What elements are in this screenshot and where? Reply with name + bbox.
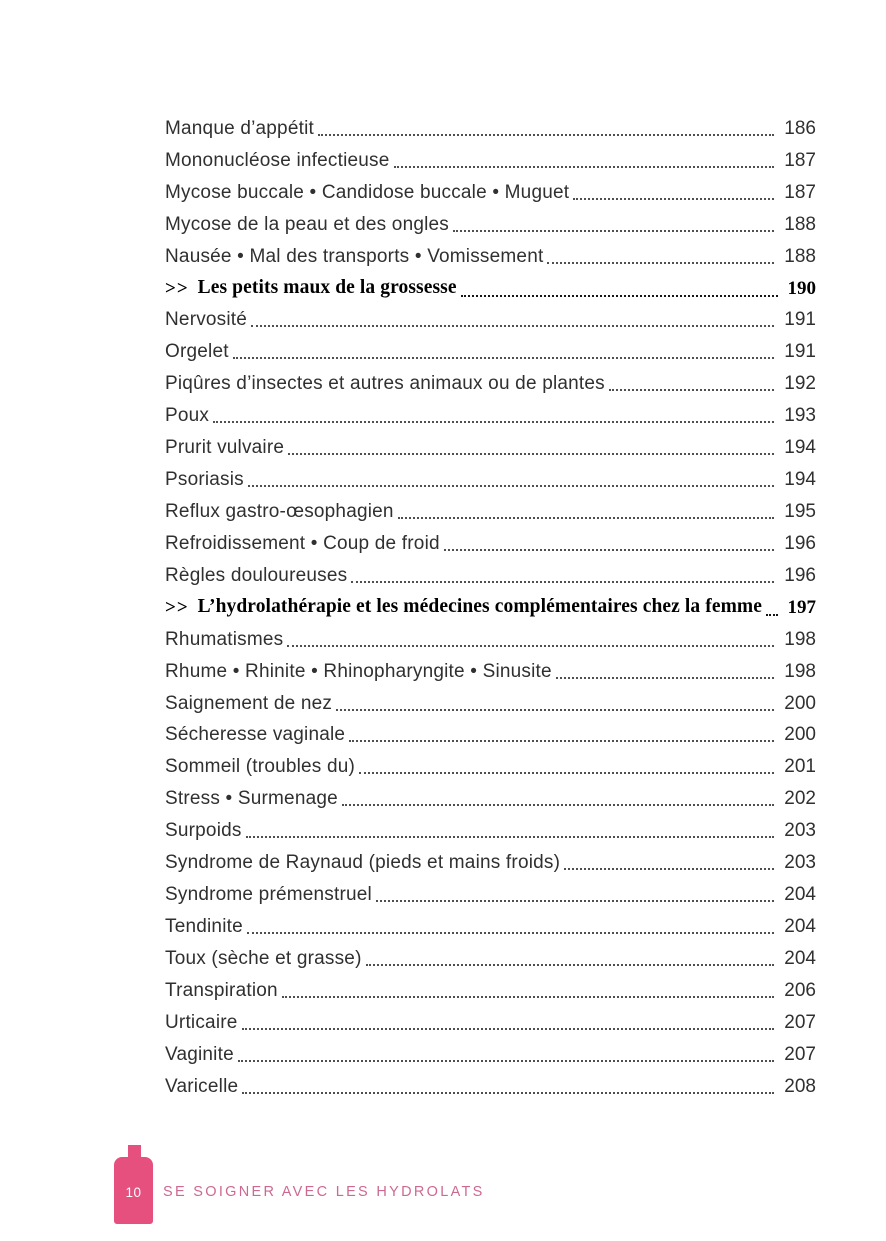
toc-entry-label: Sécheresse vaginale (165, 724, 346, 746)
dotted-leader (366, 964, 774, 966)
toc-entry-label: Orgelet (165, 341, 229, 363)
toc-entry-label: Règles douloureuses (165, 564, 348, 586)
dotted-leader (359, 772, 774, 774)
toc-row (165, 591, 816, 623)
toc-row (165, 527, 816, 559)
dotted-leader (609, 389, 774, 391)
toc-row (165, 782, 816, 814)
toc-entry-label: Surpoids (165, 820, 242, 842)
toc-row (165, 208, 816, 240)
toc-row (165, 687, 816, 719)
toc-entry-label: Vaginite (165, 1043, 234, 1065)
dotted-leader (233, 357, 774, 359)
toc-entry-page: 206 (784, 979, 816, 1001)
toc-row (165, 559, 816, 591)
toc-row (165, 623, 816, 655)
toc-entry-label: Syndrome de Raynaud (pieds et mains froids) (165, 852, 561, 874)
dotted-leader (564, 868, 774, 870)
toc-row (165, 974, 816, 1006)
toc-entry-label: Saignement de nez (165, 692, 333, 714)
dotted-leader (282, 996, 774, 998)
toc-entry-label: Tendinite (165, 915, 243, 937)
toc-entry-page: 191 (784, 309, 816, 331)
toc-entry-page: 203 (784, 820, 816, 842)
toc-row (165, 112, 816, 144)
section-marker: >> (165, 596, 189, 618)
toc-entry-page: 187 (784, 149, 816, 171)
toc-row (165, 846, 816, 878)
toc-entry-page: 196 (784, 564, 816, 586)
toc-row (165, 335, 816, 367)
dotted-leader (242, 1092, 774, 1094)
toc-entry-label: Les petits maux de la grossesse (197, 277, 457, 299)
dotted-leader (288, 453, 774, 455)
dotted-leader (453, 230, 774, 232)
toc-entry-label: Rhume • Rhinite • Rhinopharyngite • Sinusite (165, 660, 552, 682)
toc-row (165, 367, 816, 399)
toc-row (165, 272, 816, 304)
dotted-leader (242, 1028, 774, 1030)
toc-entry-label: Refroidissement • Coup de froid (165, 532, 440, 554)
toc-entry-page: 197 (787, 596, 816, 618)
dotted-leader (213, 421, 774, 423)
toc-entry-page: 194 (784, 469, 816, 491)
toc-entry-label: Piqûres d’insectes et autres animaux ou de plantes (165, 373, 605, 395)
table-of-contents (165, 112, 816, 1102)
toc-entry-label: Psoriasis (165, 469, 244, 491)
toc-entry-label: Poux (165, 405, 210, 427)
toc-entry-page: 191 (784, 341, 816, 363)
dotted-leader (766, 614, 778, 616)
dotted-leader (318, 134, 774, 136)
toc-row (165, 463, 816, 495)
toc-entry-label: L’hydrolathérapie et les médecines complémentaires chez la femme (197, 596, 763, 618)
dotted-leader (247, 932, 774, 934)
toc-entry-page: 198 (784, 628, 816, 650)
toc-entry-page: 190 (787, 277, 816, 299)
toc-entry-page: 207 (784, 1011, 816, 1033)
toc-entry-label: Varicelle (165, 1075, 239, 1097)
toc-row (165, 431, 816, 463)
dotted-leader (351, 581, 774, 583)
toc-entry-label: Nervosité (165, 309, 248, 331)
toc-entry-page: 196 (784, 532, 816, 554)
dotted-leader (246, 836, 774, 838)
dotted-leader (444, 549, 774, 551)
toc-entry-page: 204 (784, 915, 816, 937)
book-title: SE SOIGNER AVEC LES HYDROLATS (163, 1184, 485, 1200)
toc-entry-page: 200 (784, 724, 816, 746)
toc-row (165, 1070, 816, 1102)
toc-row (165, 1038, 816, 1070)
toc-entry-page: 200 (784, 692, 816, 714)
toc-row (165, 495, 816, 527)
dotted-leader (394, 166, 775, 168)
toc-entry-page: 204 (784, 947, 816, 969)
toc-row (165, 750, 816, 782)
toc-entry-page: 207 (784, 1043, 816, 1065)
toc-entry-page: 195 (784, 500, 816, 522)
toc-row (165, 144, 816, 176)
toc-row (165, 399, 816, 431)
dotted-leader (398, 517, 774, 519)
toc-entry-label: Mononucléose infectieuse (165, 149, 390, 171)
page-number: 10 (125, 1185, 142, 1200)
toc-row (165, 655, 816, 687)
toc-entry-label: Manque d’appétit (165, 117, 314, 139)
toc-row (165, 910, 816, 942)
toc-entry-label: Nausée • Mal des transports • Vomissement (165, 245, 544, 267)
dotted-leader (349, 740, 774, 742)
bottle-icon (114, 1145, 153, 1224)
toc-entry-label: Stress • Surmenage (165, 788, 338, 810)
toc-entry-page: 203 (784, 852, 816, 874)
toc-entry-page: 188 (784, 245, 816, 267)
toc-entry-page: 198 (784, 660, 816, 682)
toc-entry-page: 208 (784, 1075, 816, 1097)
bottle-body (114, 1157, 153, 1224)
toc-entry-label: Sommeil (troubles du) (165, 756, 356, 778)
dotted-leader (342, 804, 774, 806)
section-marker: >> (165, 277, 189, 299)
toc-entry-page: 194 (784, 437, 816, 459)
dotted-leader (251, 325, 774, 327)
toc-entry-page: 193 (784, 405, 816, 427)
dotted-leader (336, 709, 774, 711)
dotted-leader (376, 900, 774, 902)
toc-entry-label: Urticaire (165, 1011, 238, 1033)
toc-row (165, 304, 816, 336)
dotted-leader (547, 262, 774, 264)
dotted-leader (461, 295, 778, 297)
toc-entry-page: 187 (784, 181, 816, 203)
toc-entry-label: Rhumatismes (165, 628, 284, 650)
toc-entry-page: 186 (784, 117, 816, 139)
dotted-leader (238, 1060, 774, 1062)
toc-entry-label: Syndrome prémenstruel (165, 884, 372, 906)
toc-row (165, 176, 816, 208)
toc-entry-page: 192 (784, 373, 816, 395)
toc-entry-page: 202 (784, 788, 816, 810)
page-footer (0, 1140, 886, 1241)
toc-entry-label: Mycose buccale • Candidose buccale • Muguet (165, 181, 570, 203)
toc-row (165, 719, 816, 751)
dotted-leader (573, 198, 774, 200)
toc-row (165, 814, 816, 846)
toc-entry-label: Reflux gastro-œsophagien (165, 500, 394, 522)
toc-entry-page: 201 (784, 756, 816, 778)
dotted-leader (248, 485, 774, 487)
toc-row (165, 240, 816, 272)
toc-row (165, 878, 816, 910)
toc-entry-label: Transpiration (165, 979, 278, 1001)
toc-entry-label: Toux (sèche et grasse) (165, 947, 362, 969)
toc-entry-page: 188 (784, 213, 816, 235)
toc-entry-page: 204 (784, 884, 816, 906)
dotted-leader (287, 645, 774, 647)
toc-entry-label: Mycose de la peau et des ongles (165, 213, 449, 235)
dotted-leader (556, 677, 774, 679)
toc-entry-label: Prurit vulvaire (165, 437, 285, 459)
toc-row (165, 942, 816, 974)
toc-row (165, 1006, 816, 1038)
